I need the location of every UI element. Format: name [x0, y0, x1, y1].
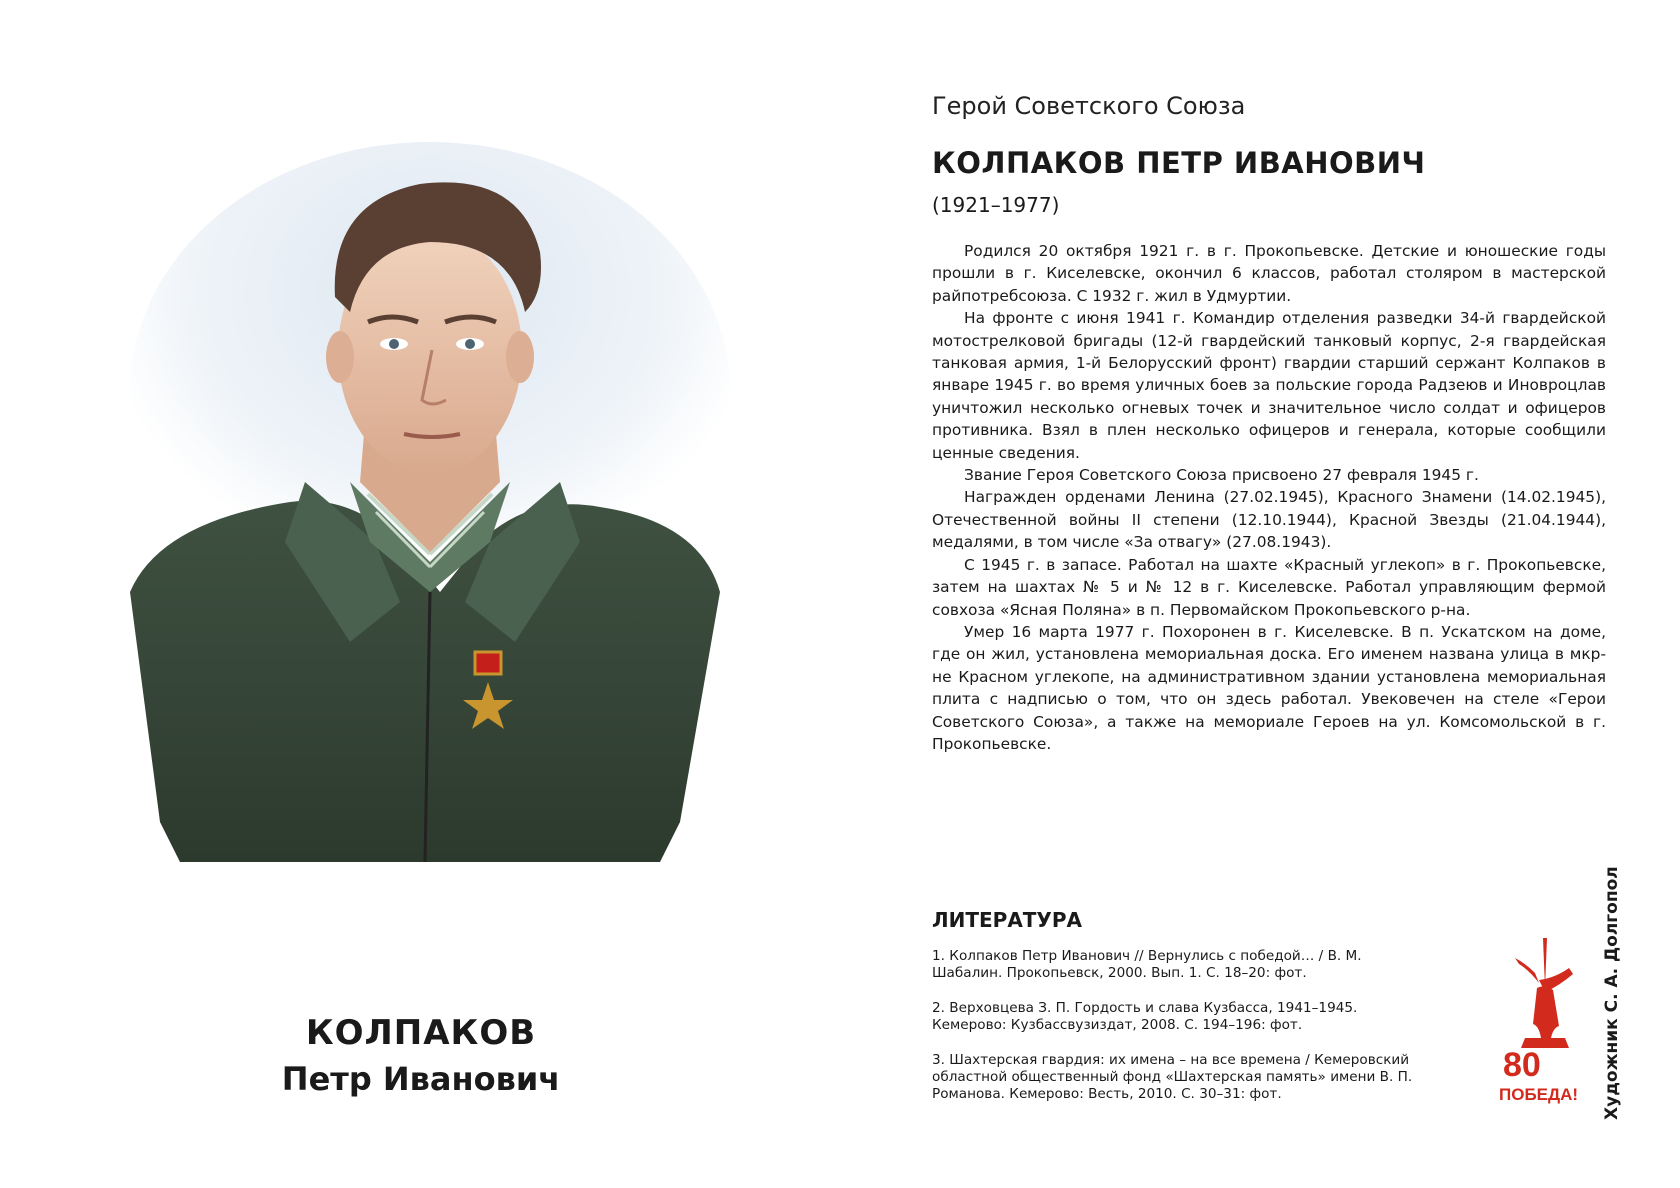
bio-paragraph: С 1945 г. в запасе. Работал на шахте «Красный углекоп» в г. Прокопьевске, затем на шахтах № 5 и № 12 в г. Киселевске. Работал управляющим фермой совхоза «Ясная Поляна» в п. Первомайском Прокопьевского р-на.: [932, 555, 1606, 619]
literature-heading: ЛИТЕРАТУРА: [932, 908, 1082, 932]
caption-given-names: Петр Иванович: [281, 1060, 561, 1098]
bio-paragraph: Награжден орденами Ленина (27.02.1945), Красного Знамени (14.02.1945), Отечественной войны II степени (12.10.1944), Красной Звезды (21.04.1944), медалями, в том числе «За отвагу» (27.08.1943).: [932, 488, 1606, 552]
emblem-word: ПОБЕДА!: [1499, 1085, 1579, 1104]
bio-paragraph: На фронте с июня 1941 г. Командир отделения разведки 34-й гвардейской мотострелковой бригады (12-й гвардейский танковый корпус, 2-я гвардейская танковая армия, 1-й Белорусский фронт) гвардии старший сержант Колпаков в январе 1945 г. во время уличных боев за польские города Радзеюв и Иновроцлав уничтожил несколько огневых точек и значительное число солдат и офицеров противника. Взял в плен несколько офицеров и генерала, которые сообщили ценные сведения.: [932, 309, 1606, 462]
page-title: КОЛПАКОВ ПЕТР ИВАНОВИЧ: [932, 146, 1426, 180]
literature-item: 3. Шахтерская гвардия: их имена – на все времена / Кемеровский областной общественный фонд «Шахтерская память» имени В. П. Романова. Кемерово: Весть, 2010. С. 30–31: фот.: [932, 1052, 1413, 1102]
emblem-number: 80: [1503, 1046, 1541, 1084]
literature-list: [932, 948, 1432, 1121]
biography: [932, 240, 1606, 755]
portrait-painting: [100, 122, 742, 972]
artist-credit: [1602, 850, 1628, 1120]
right-page: [840, 0, 1680, 1188]
literature-item: 1. Колпаков Петр Иванович // Вернулись с победой… / В. М. Шабалин. Прокопьевск, 2000. Вып. 1. С. 18–20: фот.: [932, 948, 1362, 981]
literature-item: 2. Верховцева З. П. Гордость и слава Кузбасса, 1941–1945. Кемерово: Кузбассвузиздат, 2008. С. 194–196: фот.: [932, 1000, 1358, 1033]
bio-paragraph: Умер 16 марта 1977 г. Похоронен в г. Киселевске. В п. Ускатском на доме, где он жил, установлена мемориальная доска. Его именем названа улица в мкр-не Красном углекопе, на административном здании установлена мемориальная плита с надписью о том, что он здесь работал. Увековечен на стеле «Герои Советского Союза», а также на мемориале Героев на ул. Комсомольской в г. Прокопьевске.: [932, 622, 1606, 753]
artist-credit-text: Художник С. А. Долгопол: [1602, 866, 1622, 1120]
portrait-caption: [100, 1012, 742, 1100]
caption-surname: КОЛПАКОВ: [305, 1013, 537, 1053]
section-kicker: Герой Советского Союза: [932, 92, 1246, 120]
bio-paragraph: Родился 20 октября 1921 г. в г. Прокопьевске. Детские и юношеские годы прошли в г. Киселевске, окончил 6 классов, работал столяром в мастерской райпотребсоюза. С 1932 г. жил в Удмуртии.: [932, 242, 1606, 305]
life-years: (1921–1977): [932, 193, 1060, 217]
bio-paragraph: Звание Героя Советского Союза присвоено 27 февраля 1945 г.: [964, 466, 1479, 485]
victory-80-emblem: [1495, 928, 1595, 1108]
